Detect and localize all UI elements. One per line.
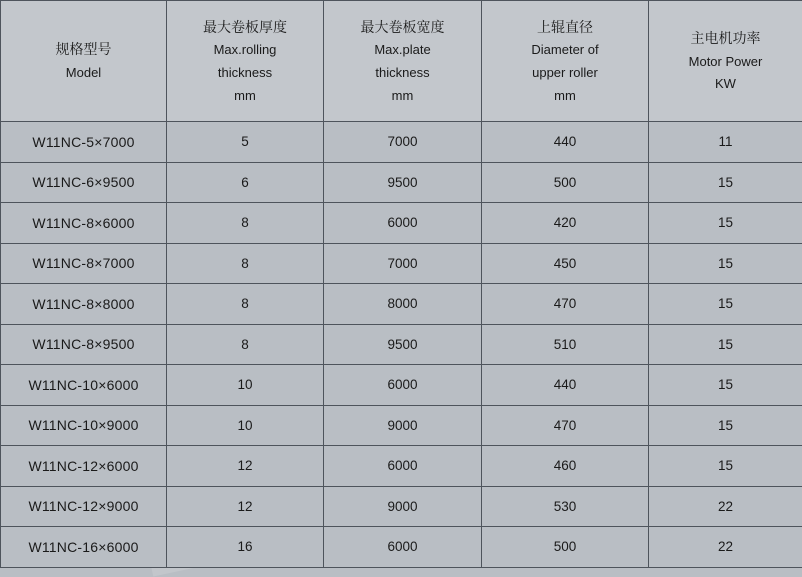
column-header-max-plate-thickness-line-2: Max.plate xyxy=(326,39,479,62)
column-header-max-plate-thickness-line-1: 最大卷板宽度 xyxy=(326,15,479,40)
table-row xyxy=(1,365,802,406)
cell-model: W11NC-12×9000 xyxy=(1,486,167,527)
table-row xyxy=(1,162,802,203)
cell-width: 6000 xyxy=(324,365,482,406)
cell-model: W11NC-8×8000 xyxy=(1,284,167,325)
column-header-model-line-1: 规格型号 xyxy=(3,37,164,62)
cell-diameter: 420 xyxy=(482,203,649,244)
cell-width: 9500 xyxy=(324,162,482,203)
cell-power: 15 xyxy=(649,162,802,203)
cell-diameter: 510 xyxy=(482,324,649,365)
cell-model: W11NC-10×6000 xyxy=(1,365,167,406)
cell-diameter: 460 xyxy=(482,446,649,487)
column-header-max-plate-thickness xyxy=(324,1,482,122)
cell-thickness: 5 xyxy=(167,122,324,163)
cell-thickness: 16 xyxy=(167,527,324,568)
cell-diameter: 440 xyxy=(482,122,649,163)
cell-width: 9500 xyxy=(324,324,482,365)
column-header-model-line-2: Model xyxy=(3,62,164,85)
cell-width: 9000 xyxy=(324,405,482,446)
table-row xyxy=(1,284,802,325)
cell-model: W11NC-10×9000 xyxy=(1,405,167,446)
cell-model: W11NC-8×6000 xyxy=(1,203,167,244)
cell-thickness: 12 xyxy=(167,446,324,487)
table-row xyxy=(1,527,802,568)
cell-width: 6000 xyxy=(324,203,482,244)
table-row xyxy=(1,203,802,244)
cell-width: 6000 xyxy=(324,527,482,568)
cell-thickness: 8 xyxy=(167,203,324,244)
cell-diameter: 500 xyxy=(482,162,649,203)
cell-diameter: 440 xyxy=(482,365,649,406)
cell-model: W11NC-16×6000 xyxy=(1,527,167,568)
table-header xyxy=(1,1,802,122)
cell-power: 15 xyxy=(649,284,802,325)
table-row xyxy=(1,405,802,446)
cell-model: W11NC-6×9500 xyxy=(1,162,167,203)
column-header-upper-roller-diameter-line-1: 上辊直径 xyxy=(484,15,646,40)
table-header-row xyxy=(1,1,802,122)
column-header-motor-power-line-1: 主电机功率 xyxy=(651,26,800,51)
column-header-max-rolling-thickness-line-1: 最大卷板厚度 xyxy=(169,15,321,40)
cell-thickness: 8 xyxy=(167,243,324,284)
table-row xyxy=(1,446,802,487)
column-header-max-rolling-thickness-line-2: Max.rolling xyxy=(169,39,321,62)
cell-diameter: 530 xyxy=(482,486,649,527)
cell-model: W11NC-8×7000 xyxy=(1,243,167,284)
cell-thickness: 8 xyxy=(167,324,324,365)
cell-width: 7000 xyxy=(324,243,482,284)
cell-power: 15 xyxy=(649,405,802,446)
cell-model: W11NC-5×7000 xyxy=(1,122,167,163)
column-header-motor-power-unit: KW xyxy=(651,73,800,96)
column-header-upper-roller-diameter xyxy=(482,1,649,122)
column-header-motor-power xyxy=(649,1,802,122)
cell-power: 22 xyxy=(649,527,802,568)
cell-width: 8000 xyxy=(324,284,482,325)
cell-diameter: 470 xyxy=(482,405,649,446)
column-header-max-rolling-thickness-line-3: thickness xyxy=(169,62,321,85)
table-row xyxy=(1,122,802,163)
column-header-max-rolling-thickness xyxy=(167,1,324,122)
cell-diameter: 470 xyxy=(482,284,649,325)
cell-width: 7000 xyxy=(324,122,482,163)
cell-power: 15 xyxy=(649,446,802,487)
column-header-upper-roller-diameter-line-2: Diameter of xyxy=(484,39,646,62)
cell-thickness: 6 xyxy=(167,162,324,203)
cell-power: 22 xyxy=(649,486,802,527)
table-row xyxy=(1,243,802,284)
cell-power: 15 xyxy=(649,203,802,244)
cell-width: 6000 xyxy=(324,446,482,487)
cell-power: 15 xyxy=(649,324,802,365)
column-header-model xyxy=(1,1,167,122)
column-header-max-rolling-thickness-unit: mm xyxy=(169,85,321,108)
cell-model: W11NC-8×9500 xyxy=(1,324,167,365)
cell-power: 15 xyxy=(649,365,802,406)
cell-width: 9000 xyxy=(324,486,482,527)
cell-diameter: 500 xyxy=(482,527,649,568)
column-header-max-plate-thickness-line-3: thickness xyxy=(326,62,479,85)
cell-power: 11 xyxy=(649,122,802,163)
cell-power: 15 xyxy=(649,243,802,284)
cell-thickness: 12 xyxy=(167,486,324,527)
cell-thickness: 10 xyxy=(167,365,324,406)
column-header-upper-roller-diameter-unit: mm xyxy=(484,85,646,108)
cell-diameter: 450 xyxy=(482,243,649,284)
table-body xyxy=(1,122,802,568)
cell-model: W11NC-12×6000 xyxy=(1,446,167,487)
table-row xyxy=(1,324,802,365)
table-row xyxy=(1,486,802,527)
cell-thickness: 10 xyxy=(167,405,324,446)
column-header-motor-power-line-2: Motor Power xyxy=(651,51,800,74)
column-header-upper-roller-diameter-line-3: upper roller xyxy=(484,62,646,85)
cell-thickness: 8 xyxy=(167,284,324,325)
column-header-max-plate-thickness-unit: mm xyxy=(326,85,479,108)
